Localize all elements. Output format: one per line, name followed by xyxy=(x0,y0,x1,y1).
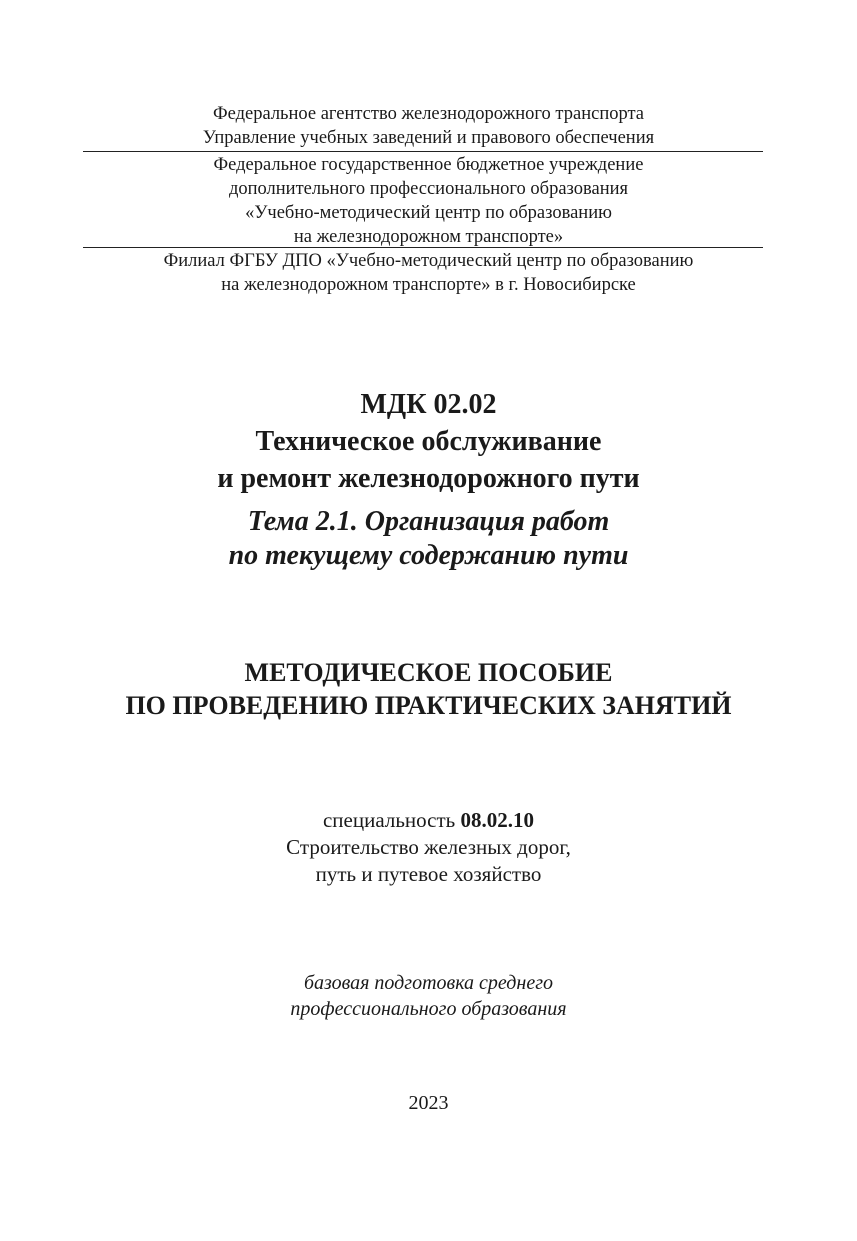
institution-line: на железнодорожном транспорте» xyxy=(293,227,564,247)
specialty-name-line: Строительство железных дорог, xyxy=(286,835,571,859)
branch-line: на железнодорожном транспорте» в г. Новосибирске xyxy=(221,275,636,295)
course-name-line: Техническое обслуживание xyxy=(255,426,602,457)
branch-line: Филиал ФГБУ ДПО «Учебно-методический центр по образованию xyxy=(163,251,694,271)
specialty-code: 08.02.10 xyxy=(460,808,534,832)
course-name-line: и ремонт железнодорожного пути xyxy=(217,463,640,494)
specialty-name-line: путь и путевое хозяйство xyxy=(315,862,542,886)
institution-block xyxy=(0,153,857,249)
specialty-code-line xyxy=(0,807,857,834)
branch-block xyxy=(0,249,857,297)
institution-line: «Учебно-методический центр по образованию xyxy=(245,203,612,223)
course-title xyxy=(0,386,857,497)
education-level xyxy=(0,970,857,1022)
document-type-line: МЕТОДИЧЕСКОЕ ПОСОБИЕ xyxy=(244,658,613,687)
agency-block xyxy=(0,102,857,150)
document-type xyxy=(0,656,857,722)
education-level-line: базовая подготовка среднего xyxy=(303,972,554,994)
specialty-label: специальность xyxy=(322,808,461,832)
course-code: МДК 02.02 xyxy=(360,389,497,420)
education-level-line: профессионального образования xyxy=(290,998,567,1020)
theme-title xyxy=(0,505,857,573)
divider-line xyxy=(83,247,763,248)
theme-line: по текущему содержанию пути xyxy=(228,540,629,571)
agency-line: Управление учебных заведений и правового обеспечения xyxy=(202,128,655,148)
divider-line xyxy=(83,151,763,152)
year-text: 2023 xyxy=(408,1092,449,1114)
document-type-line: ПО ПРОВЕДЕНИЮ ПРАКТИЧЕСКИХ ЗАНЯТИЙ xyxy=(125,691,732,720)
agency-line: Федеральное агентство железнодорожного транспорта xyxy=(212,104,644,124)
theme-line: Тема 2.1. Организация работ xyxy=(247,506,610,537)
publication-year xyxy=(0,1090,857,1116)
specialty-block xyxy=(0,807,857,888)
institution-line: Федеральное государственное бюджетное учреждение xyxy=(213,155,644,175)
institution-line: дополнительного профессионального образования xyxy=(228,179,629,199)
